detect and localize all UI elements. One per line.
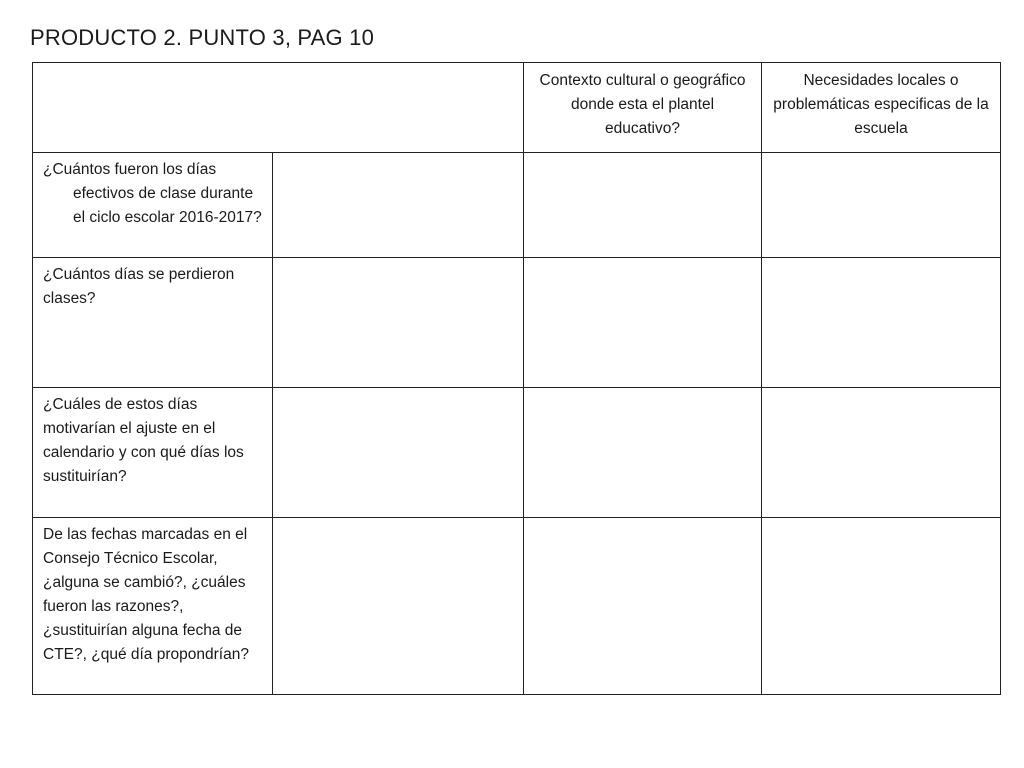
- question-cell: De las fechas marcadas en el Consejo Técnico Escolar, ¿alguna se cambió?, ¿cuáles fueron las razones?, ¿sustituirían alguna fecha de CTE?, ¿qué día propondrían?: [33, 518, 273, 695]
- context-cell[interactable]: [524, 518, 762, 695]
- needs-cell[interactable]: [762, 153, 1001, 258]
- header-cell-empty: [33, 63, 524, 153]
- header-cell-context: Contexto cultural o geográfico donde esta el plantel educativo?: [524, 63, 762, 153]
- table-row: [33, 258, 1001, 388]
- context-cell[interactable]: [524, 153, 762, 258]
- needs-cell[interactable]: [762, 518, 1001, 695]
- question-cell: ¿Cuáles de estos días motivarían el ajuste en el calendario y con qué días los sustituirían?: [33, 388, 273, 518]
- table-row: [33, 518, 1001, 695]
- answer-cell[interactable]: [273, 518, 524, 695]
- question-cell: ¿Cuántos fueron los días efectivos de clase durante el ciclo escolar 2016-2017?: [33, 153, 273, 258]
- answer-cell[interactable]: [273, 258, 524, 388]
- answer-cell[interactable]: [273, 388, 524, 518]
- planning-table: [32, 62, 1001, 695]
- needs-cell[interactable]: [762, 258, 1001, 388]
- answer-cell[interactable]: [273, 153, 524, 258]
- page-title: PRODUCTO 2. PUNTO 3, PAG 10: [30, 25, 375, 50]
- table-row: [33, 153, 1001, 258]
- header-cell-needs: Necesidades locales o problemáticas especificas de la escuela: [762, 63, 1001, 153]
- question-cell: ¿Cuántos días se perdieron clases?: [33, 258, 273, 388]
- header-row: [33, 63, 1001, 153]
- needs-cell[interactable]: [762, 388, 1001, 518]
- context-cell[interactable]: [524, 258, 762, 388]
- context-cell[interactable]: [524, 388, 762, 518]
- table-row: [33, 388, 1001, 518]
